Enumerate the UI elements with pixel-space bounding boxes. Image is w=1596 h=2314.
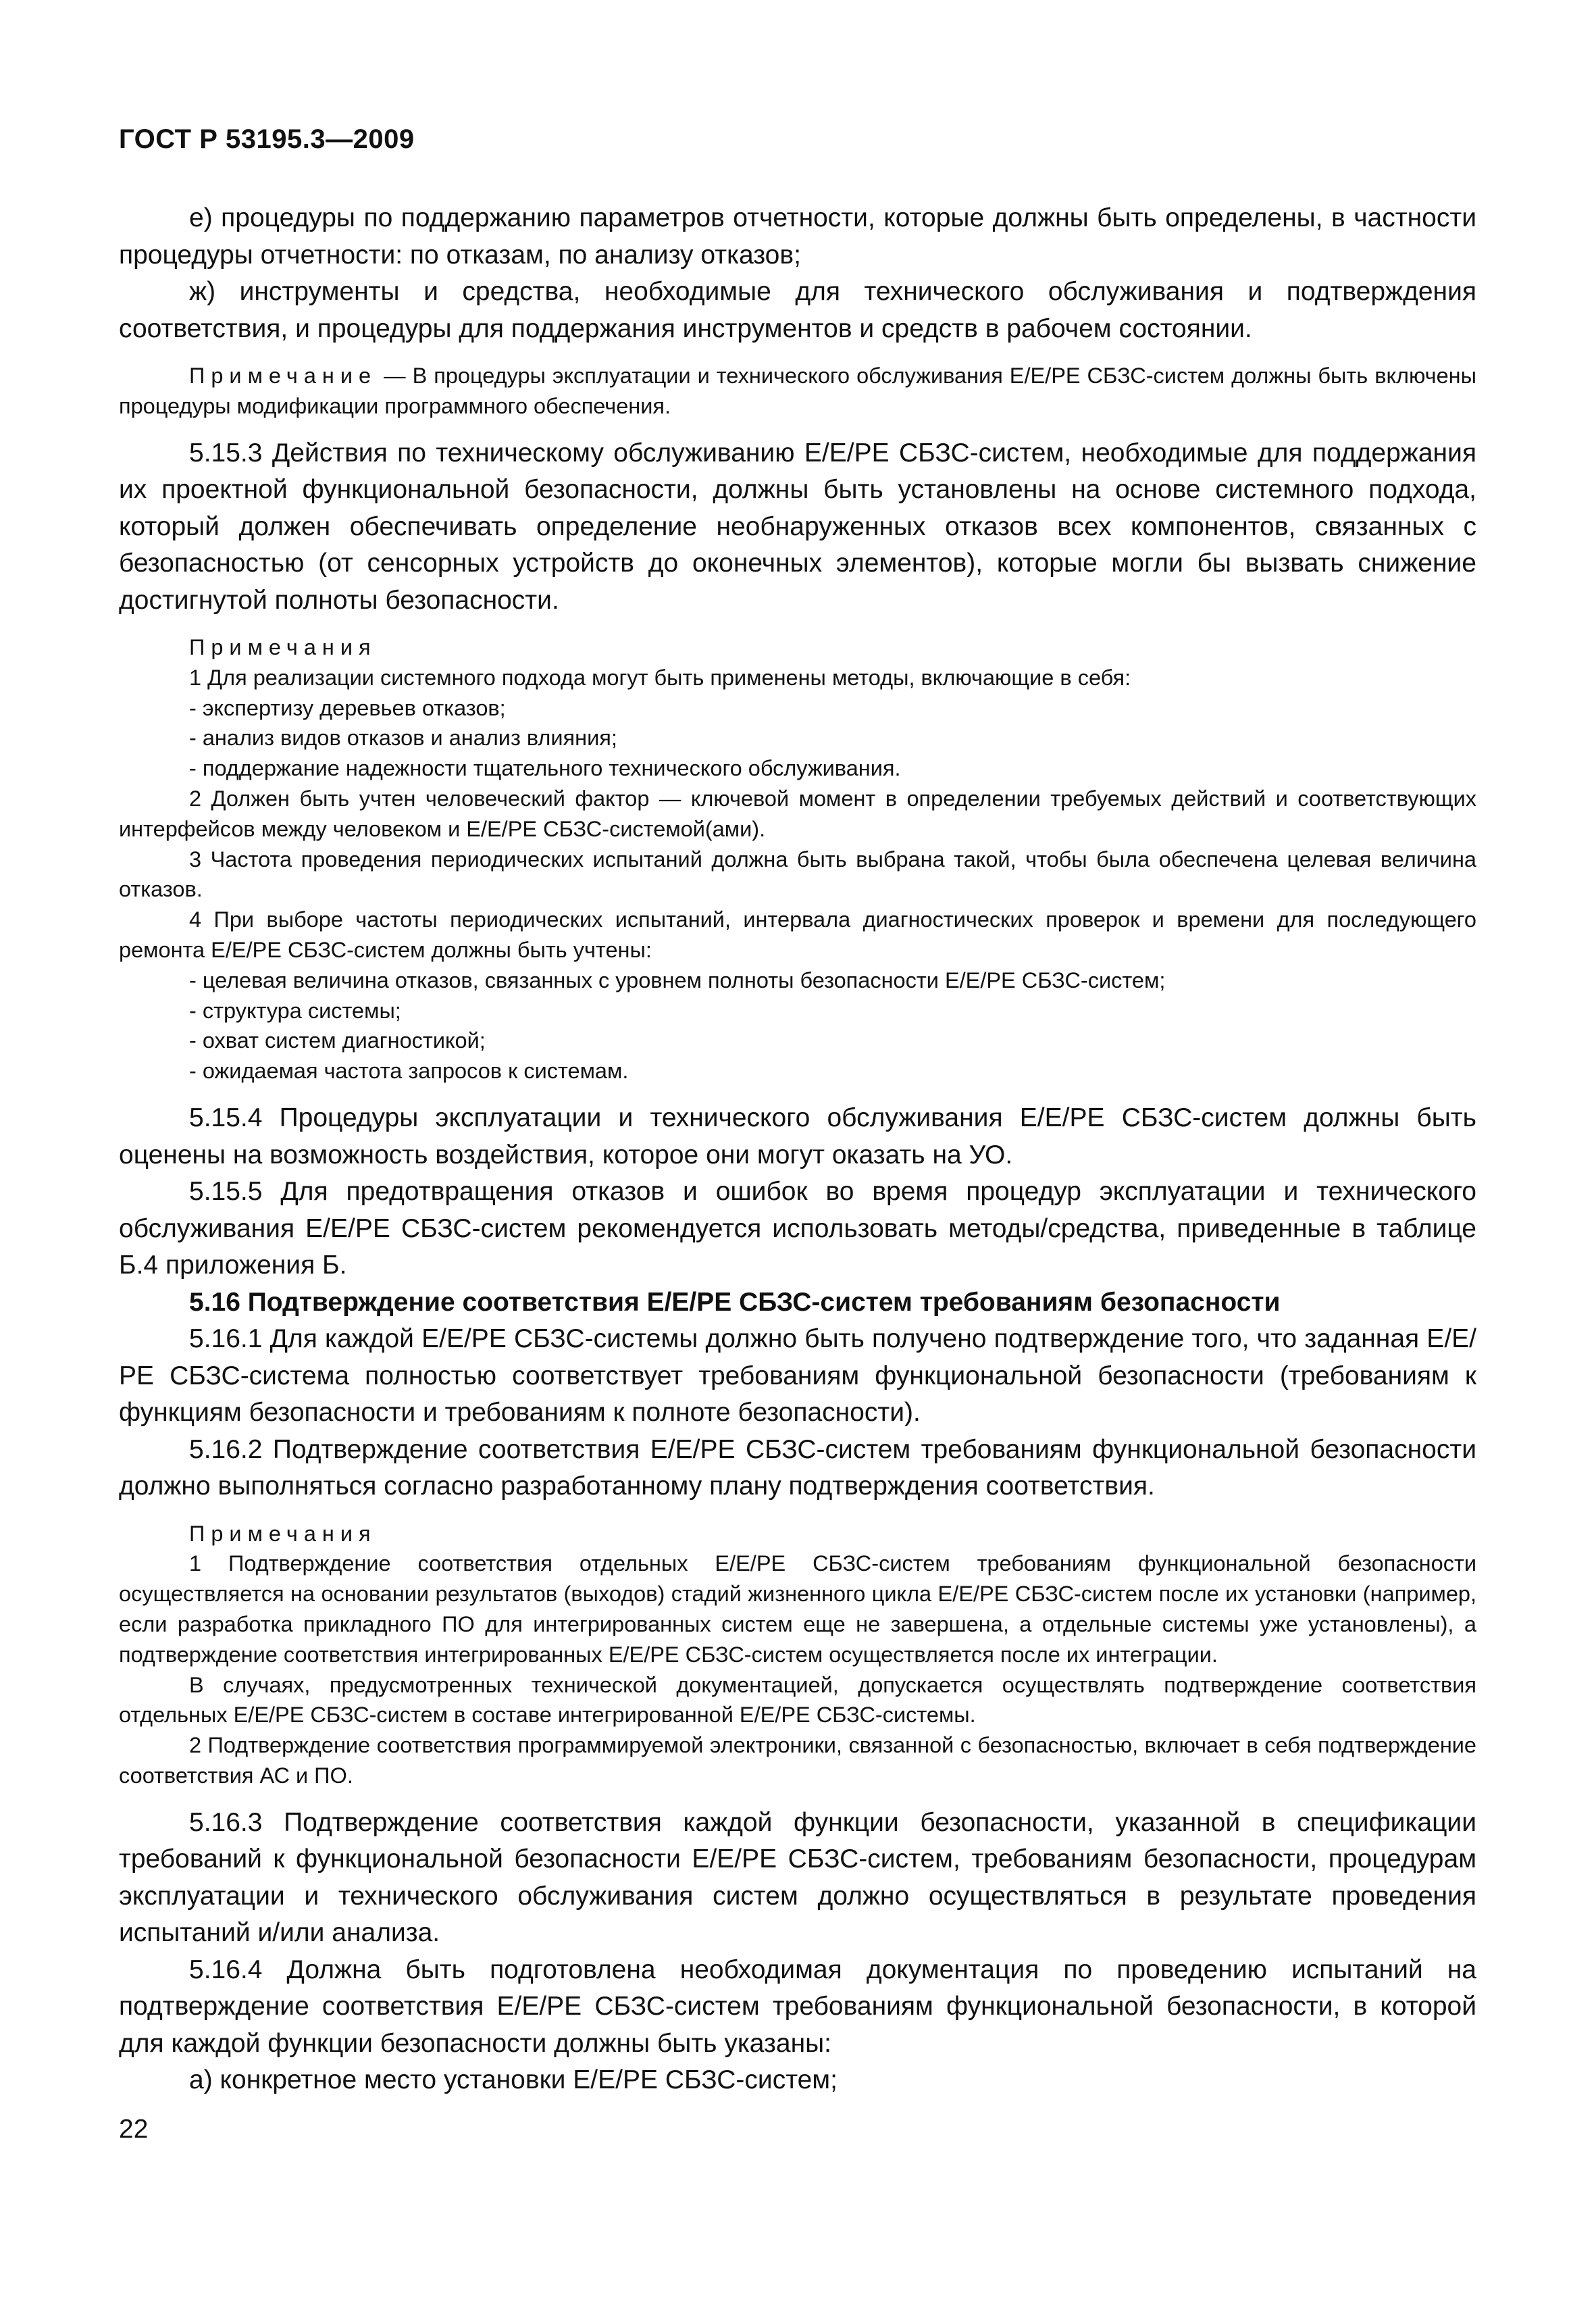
paragraph: 5.15.4 Процедуры эксплуатации и технического обслуживания Е/Е/РЕ СБЗС-систем должны быть оценены на возможность воздействия, которое они могут оказать на УО. bbox=[119, 1103, 1476, 1169]
paragraph: 5.15.5 Для предотвращения отказов и ошибок во время процедур эксплуатации и технического обслуживания Е/Е/РЕ СБЗС-систем рекомендуется использовать методы/средства, приведенные в таблице Б.4 приложения Б. bbox=[119, 1177, 1476, 1280]
note-line: 2 Должен быть учтен человеческий фактор — ключевой момент в определении требуемых действий и соответствующих интерфейсов между человеком и Е/Е/РЕ СБЗС-системой(ами). bbox=[119, 786, 1476, 841]
note-line: - экспертизу деревьев отказов; bbox=[189, 695, 506, 720]
note-label: Примечание bbox=[189, 363, 378, 388]
note-line: 3 Частота проведения периодических испытаний должна быть выбрана такой, чтобы была обеспечена целевая величина отказов. bbox=[119, 847, 1476, 902]
paragraph: 5.16.3 Подтверждение соответствия каждой функции безопасности, указанной в спецификации требований к функциональной безопасности Е/Е/РЕ СБЗС-систем, требованиям безопасности, процедурам эксплуатации и технического обслуживания систем должно осуществляться в результате проведения испытаний и/или анализа. bbox=[119, 1807, 1476, 1948]
paragraph: а) конкретное место установки Е/Е/РЕ СБЗС-систем; bbox=[189, 2065, 838, 2095]
note-line: В случаях, предусмотренных технической документацией, допускается осуществлять подтверждение соответствия отдельных Е/Е/РЕ СБЗС-систем в составе интегрированной Е/Е/РЕ СБЗС-системы. bbox=[119, 1672, 1476, 1728]
spacer bbox=[119, 347, 1476, 361]
note-line: 1 Для реализации системного подхода могут быть применены методы, включающие в себя: bbox=[189, 665, 1131, 690]
page-number: 22 bbox=[119, 2115, 149, 2144]
paragraph: ж) инструменты и средства, необходимые для технического обслуживания и подтверждения соответствия, и процедуры для поддержания инструментов и средств в рабочем состоянии. bbox=[119, 277, 1476, 343]
note-line: - поддержание надежности тщательного технического обслуживания. bbox=[189, 756, 901, 781]
note-line: - ожидаемая частота запросов к системам. bbox=[189, 1059, 629, 1084]
notes-heading: Примечания bbox=[189, 635, 377, 660]
note-line: - охват систем диагностикой; bbox=[189, 1028, 486, 1053]
paragraph: 5.16.2 Подтверждение соответствия Е/Е/РЕ СБЗС-систем требованиям функциональной безопасности должно выполняться согласно разработанному плану подтверждения соответствия. bbox=[119, 1434, 1476, 1501]
paragraph: 5.16.4 Должна быть подготовлена необходимая документация по проведению испытаний на подтверждение соответствия Е/Е/РЕ СБЗС-систем требованиям функциональной безопасности, в которой для каждой функции безопасности должны быть указаны: bbox=[119, 1955, 1476, 2058]
paragraph: 5.16.1 Для каждой Е/Е/РЕ СБЗС-системы должно быть получено подтверждение того, что заданная Е/Е/РЕ СБЗС-система полностью соответствует требованиям функциональной безопасности (требованиям к функциям безопасности и требованиям к полноте безопасности). bbox=[119, 1324, 1476, 1428]
note-line: - структура системы; bbox=[189, 998, 401, 1023]
document-header: ГОСТ Р 53195.3—2009 bbox=[119, 124, 415, 154]
spacer bbox=[119, 619, 1476, 632]
note-line: - целевая величина отказов, связанных с уровнем полноты безопасности Е/Е/РЕ СБЗС-систем; bbox=[189, 967, 1166, 992]
paragraph: 5.15.3 Действия по техническому обслуживанию Е/Е/РЕ СБЗС-систем, необходимые для поддержания их проектной функциональной безопасности, должны быть установлены на основе системного подхода, который должен обеспечивать определение необнаруженных отказов всех компонентов, связанных с безопасностью (от сенсорных устройств до оконечных элементов), которые могли бы вызвать снижение достигнутой полноты безопасности. bbox=[119, 438, 1476, 615]
document-body bbox=[119, 200, 1476, 2099]
paragraph: е) процедуры по поддержанию параметров отчетности, которые должны быть определены, в частности процедуры отчетности: по отказам, по анализу отказов; bbox=[119, 203, 1476, 270]
spacer bbox=[119, 422, 1476, 435]
spacer bbox=[119, 1791, 1476, 1805]
note-line: 1 Подтверждение соответствия отдельных Е/Е/РЕ СБЗС-систем требованиям функциональной безопасности осуществляется на основании результатов (выходов) стадий жизненного цикла Е/Е/РЕ СБЗС-систем после их установки (например, если разработка прикладного ПО для интегрированных систем еще не завершена, а отдельные системы уже установлены), а подтверждение соответствия интегрированных Е/Е/РЕ СБЗС-систем осуществляется после их интеграции. bbox=[119, 1551, 1476, 1667]
note bbox=[119, 361, 1476, 422]
note-line: 2 Подтверждение соответствия программируемой электроники, связанной с безопасностью, включает в себя подтверждение соответствия АС и ПО. bbox=[119, 1733, 1476, 1788]
note-line: 4 При выборе частоты периодических испытаний, интервала диагностических проверок и времени для последующего ремонта Е/Е/РЕ СБЗС-систем должны быть учтены: bbox=[119, 907, 1476, 963]
notes-heading: Примечания bbox=[189, 1521, 377, 1546]
note-line: - анализ видов отказов и анализ влияния; bbox=[189, 726, 617, 751]
spacer bbox=[119, 1505, 1476, 1519]
section-heading: 5.16 Подтверждение соответствия Е/Е/РЕ СБЗС-систем требованиям безопасности bbox=[189, 1287, 1281, 1317]
spacer bbox=[119, 1086, 1476, 1100]
note-text: — В процедуры эксплуатации и технического обслуживания Е/Е/РЕ СБЗС-систем должны быть включены процедуры модификации программного обеспечения. bbox=[119, 363, 1476, 418]
